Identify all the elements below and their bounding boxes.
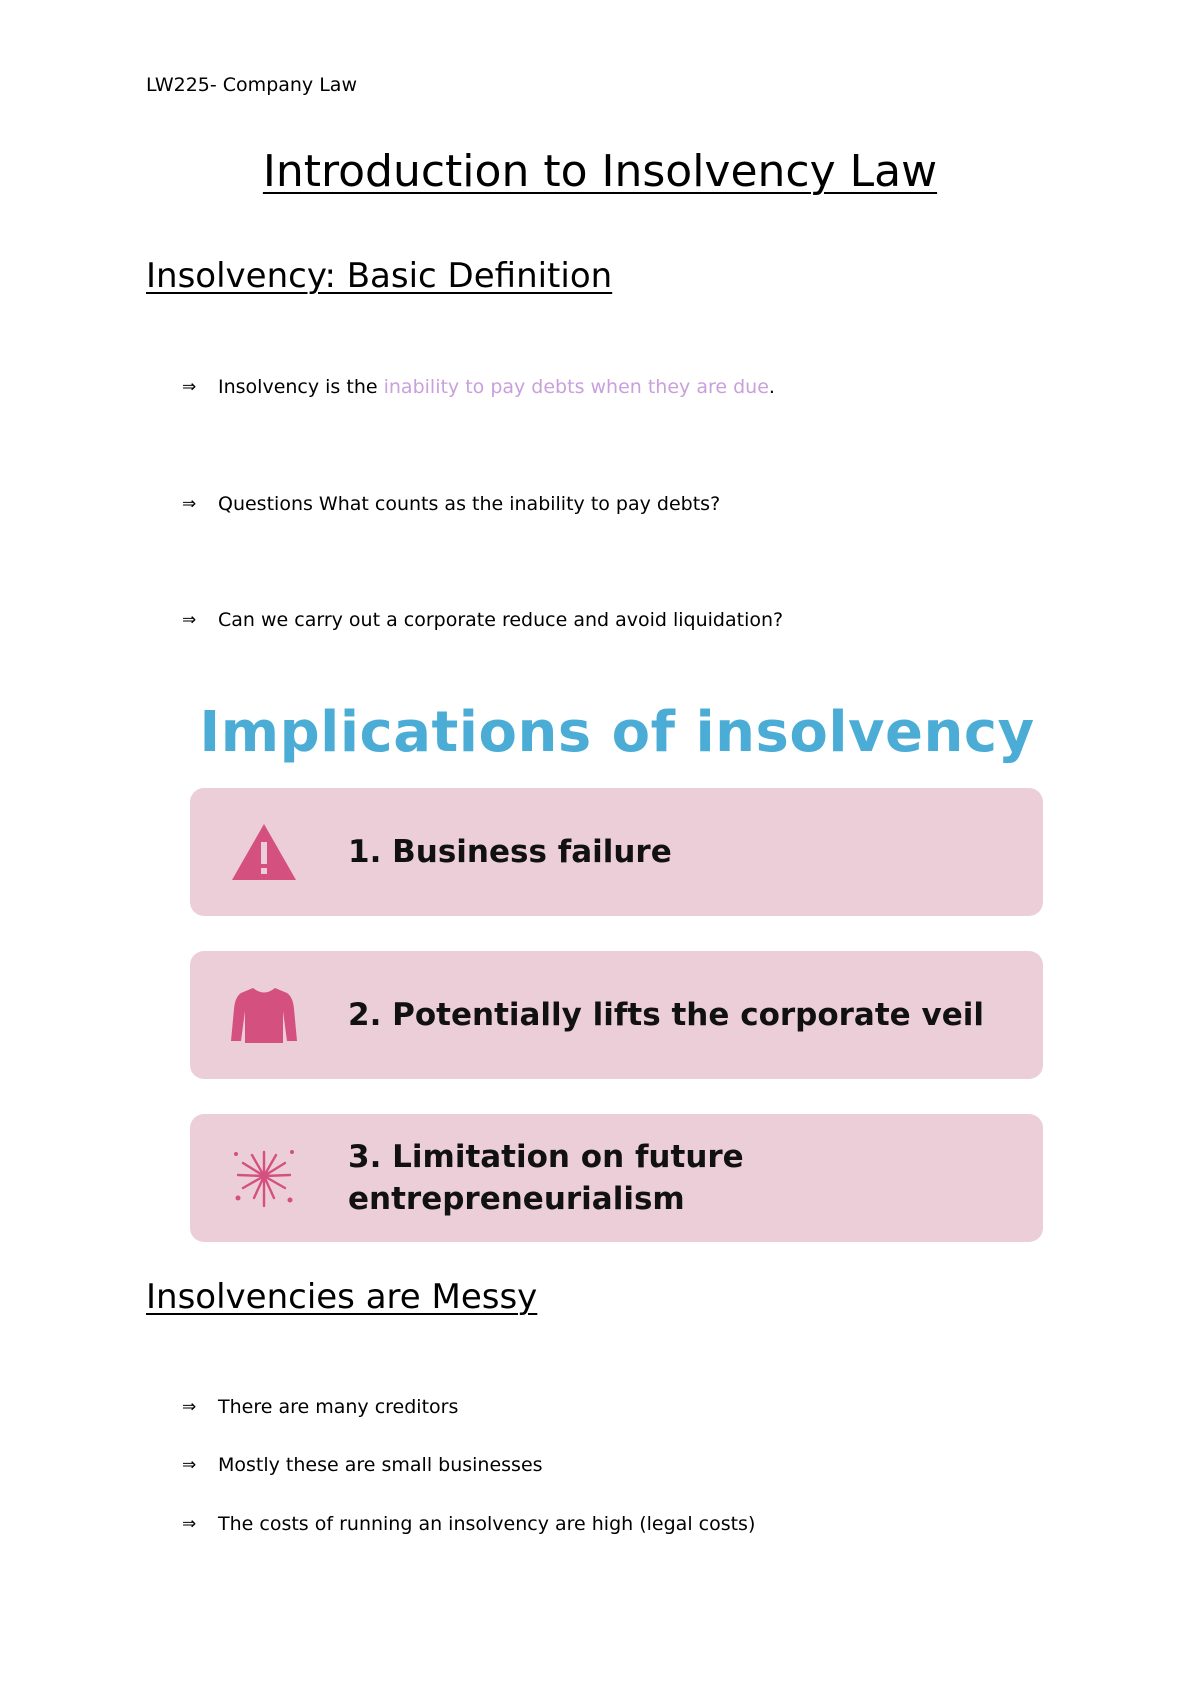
implication-card-business-failure	[190, 788, 1043, 916]
list-item	[182, 492, 720, 516]
section-heading-basic-definition: Insolvency: Basic Definition	[146, 256, 613, 296]
arrow-bullet-icon: ⇒	[182, 610, 197, 630]
implication-card-label: 1. Business failure	[348, 834, 672, 870]
section-heading-messy: Insolvencies are Messy	[146, 1277, 538, 1317]
arrow-bullet-icon: ⇒	[182, 494, 197, 514]
implications-graphic-title: Implications of insolvency	[199, 700, 1035, 765]
warning-icon	[230, 818, 298, 886]
arrow-bullet-icon: ⇒	[182, 377, 197, 397]
document-title-text: Introduction to Insolvency Law	[262, 146, 938, 197]
bullet-text-suffix: .	[768, 376, 775, 398]
implication-card-label: 3. Limitation on future entrepreneurialism	[348, 1139, 744, 1217]
bullet-text-highlight: inability to pay debts when they are due	[383, 376, 769, 398]
implication-card-entrepreneurialism	[190, 1114, 1043, 1242]
list-item	[182, 1453, 543, 1477]
list-item	[182, 375, 775, 399]
arrow-bullet-icon: ⇒	[182, 1514, 197, 1534]
list-item	[182, 608, 783, 632]
bullet-text: Can we carry out a corporate reduce and avoid liquidation?	[218, 609, 784, 631]
bullet-text-prefix: Insolvency is the	[218, 376, 378, 398]
arrow-bullet-icon: ⇒	[182, 1455, 197, 1475]
shirt-icon	[230, 981, 298, 1049]
fireworks-icon	[230, 1144, 298, 1212]
bullet-text: There are many creditors	[218, 1396, 459, 1418]
document-title	[0, 146, 1200, 197]
list-item	[182, 1395, 458, 1419]
arrow-bullet-icon: ⇒	[182, 1397, 197, 1417]
bullet-text: Questions What counts as the inability to pay debts?	[218, 493, 721, 515]
implication-card-corporate-veil	[190, 951, 1043, 1079]
course-header: LW225- Company Law	[146, 74, 357, 96]
list-item	[182, 1512, 755, 1536]
implication-card-label: 2. Potentially lifts the corporate veil	[348, 997, 984, 1033]
bullet-text: The costs of running an insolvency are high (legal costs)	[218, 1513, 756, 1535]
bullet-text: Mostly these are small businesses	[218, 1454, 543, 1476]
